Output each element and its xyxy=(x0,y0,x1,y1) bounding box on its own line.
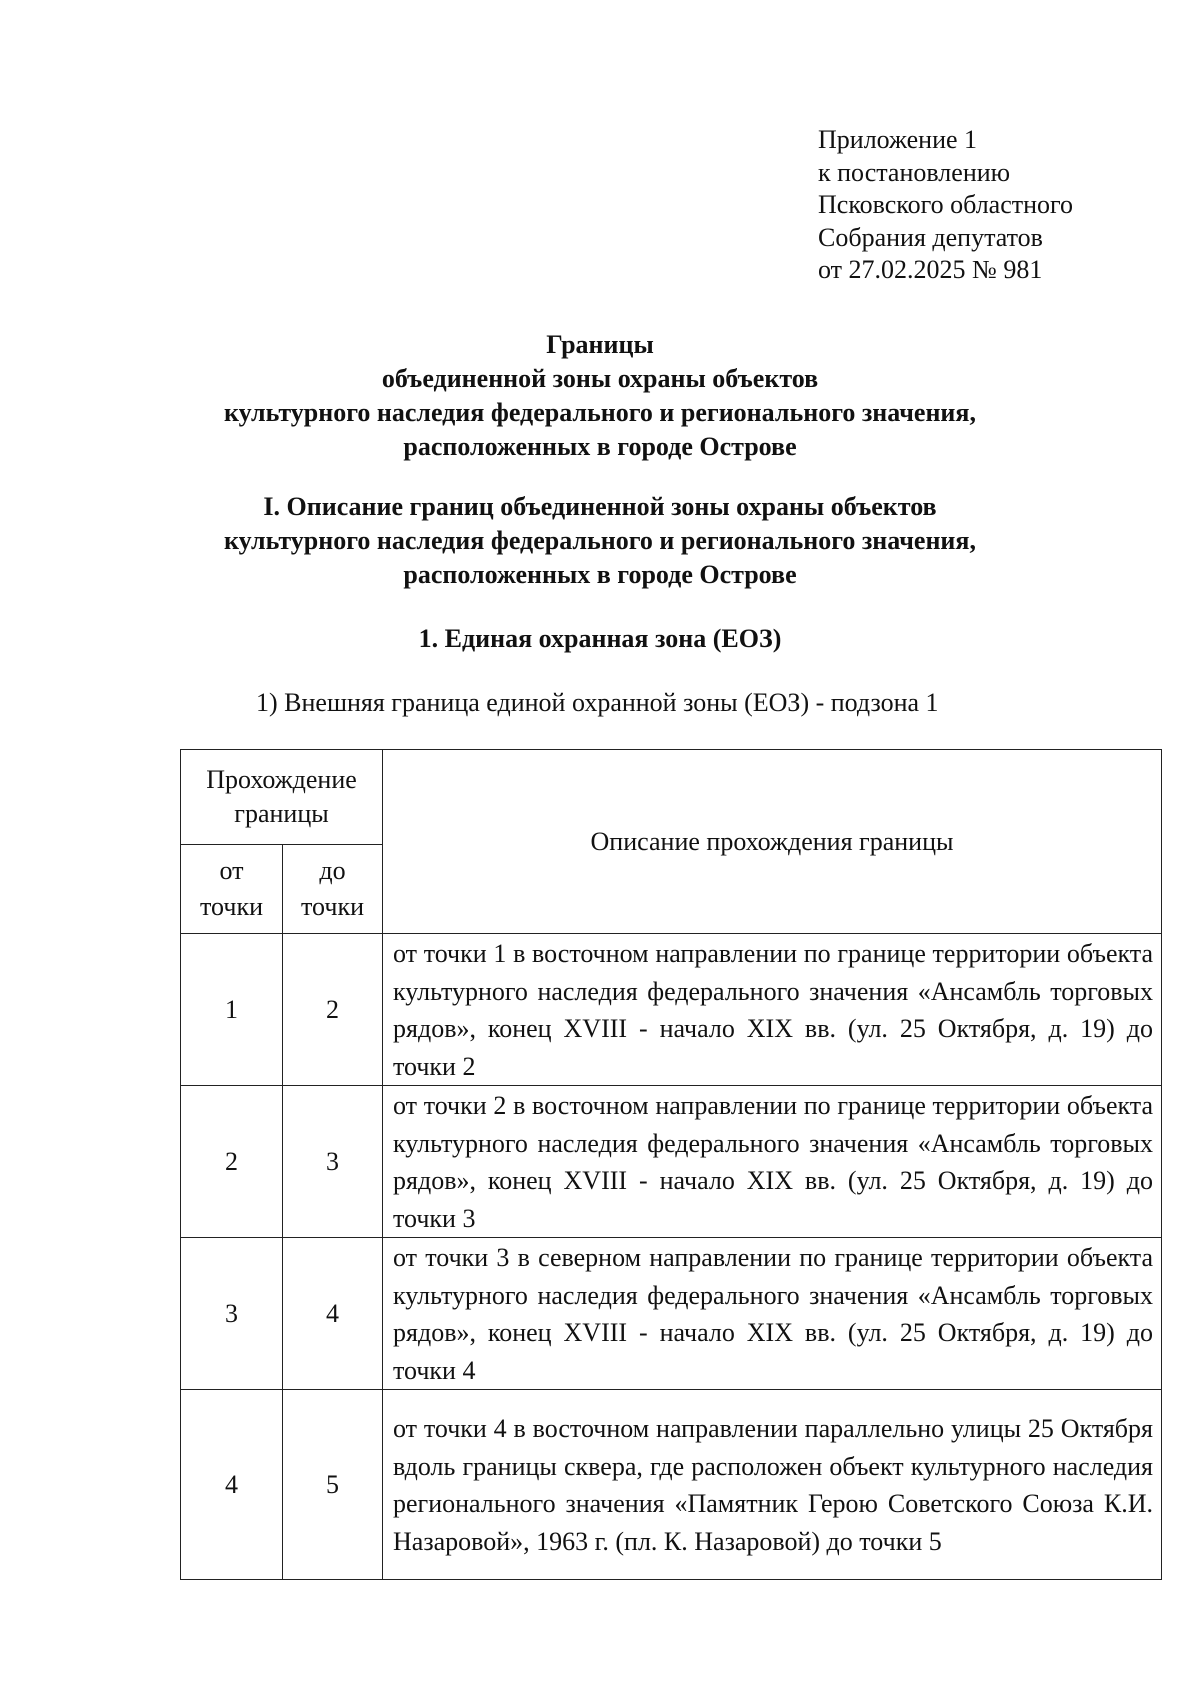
section-heading xyxy=(0,490,1200,592)
appendix-line: Приложение 1 xyxy=(818,125,978,154)
description-cell: от точки 3 в северном направлении по границе территории объекта культурного наследия федерального значения «Ансамбль торговых рядов», конец XVIII - начало XIX вв. (ул. 25 Октября, д. 19) до точки 4 xyxy=(383,1238,1162,1390)
to-point-cell: 3 xyxy=(283,1086,383,1238)
document-title xyxy=(0,328,1200,464)
subsection-heading-text: 1. Единая охранная зона (ЕОЗ) xyxy=(418,624,782,653)
header-line: точки xyxy=(200,892,263,921)
header-line: границы xyxy=(234,799,329,828)
appendix-line: Собрания депутатов xyxy=(818,222,1043,252)
boundary-passage-header xyxy=(181,750,383,845)
to-point-header xyxy=(283,845,383,934)
from-point-cell: 3 xyxy=(181,1238,283,1390)
from-point-header xyxy=(181,845,283,934)
to-point-cell: 4 xyxy=(283,1238,383,1390)
description-header: Описание прохождения границы xyxy=(383,750,1162,934)
subsection-heading xyxy=(0,622,1200,656)
table-row xyxy=(181,1390,1162,1580)
title-line: культурного наследия федерального и регионального значения, xyxy=(224,398,976,427)
from-point-cell: 1 xyxy=(181,934,283,1086)
title-line: объединенной зоны охраны объектов xyxy=(381,364,819,393)
to-point-cell: 2 xyxy=(283,934,383,1086)
boundary-table xyxy=(180,749,1162,1580)
section-heading-line: I. Описание границ объединенной зоны охраны объектов xyxy=(263,492,937,521)
subzone-label: 1) Внешняя граница единой охранной зоны (ЕОЗ) - подзона 1 xyxy=(256,688,939,717)
description-cell: от точки 1 в восточном направлении по границе территории объекта культурного наследия федерального значения «Ансамбль торговых рядов», конец XVIII - начало XIX вв. (ул. 25 Октября, д. 19) до точки 2 xyxy=(383,934,1162,1086)
table-row xyxy=(181,1086,1162,1238)
section-heading-line: культурного наследия федерального и регионального значения, xyxy=(224,526,976,555)
from-point-cell: 4 xyxy=(181,1390,283,1580)
header-line: точки xyxy=(301,892,364,921)
appendix-reference xyxy=(818,124,1073,287)
table-row xyxy=(181,1238,1162,1390)
appendix-line: к постановлению xyxy=(818,157,1011,187)
section-heading-line: расположенных в городе Острове xyxy=(403,560,797,589)
header-line: до xyxy=(319,856,346,885)
description-cell: от точки 4 в восточном направлении параллельно улицы 25 Октября вдоль границы сквера, где расположен объект культурного наследия регионального значения «Памятник Герою Советского Союза К.И. Назаровой», 1963 г. (пл. К. Назаровой) до точки 5 xyxy=(383,1390,1162,1580)
from-point-cell: 2 xyxy=(181,1086,283,1238)
appendix-line: от 27.02.2025 № 981 xyxy=(818,255,1043,284)
to-point-cell: 5 xyxy=(283,1390,383,1580)
appendix-line: Псковского областного xyxy=(818,190,1074,219)
description-cell: от точки 2 в восточном направлении по границе территории объекта культурного наследия федерального значения «Ансамбль торговых рядов», конец XVIII - начало XIX вв. (ул. 25 Октября, д. 19) до точки 3 xyxy=(383,1086,1162,1238)
header-line: Прохождение xyxy=(206,765,357,794)
title-line: расположенных в городе Острове xyxy=(403,432,797,461)
table-row xyxy=(181,934,1162,1086)
header-line: от xyxy=(219,856,244,885)
title-line: Границы xyxy=(546,330,654,359)
